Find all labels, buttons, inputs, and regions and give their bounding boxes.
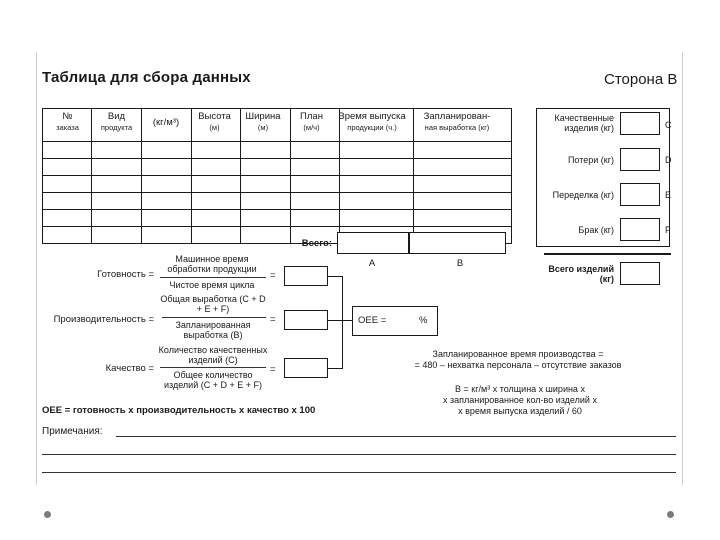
col-header-height: Высота (м) (198, 111, 231, 132)
quality-total-box[interactable] (620, 262, 660, 285)
table-cell[interactable] (92, 176, 142, 193)
table-row (43, 159, 512, 176)
col-header-release-time: Время выпуска продукции (ч.) (338, 111, 406, 132)
availability-denominator: Чистое время цикла (169, 280, 255, 290)
table-cell[interactable] (43, 210, 92, 227)
b-formula-line-3: x время выпуска изделий / 60 (458, 406, 582, 416)
quality-defect-box[interactable] (620, 218, 660, 241)
table-cell[interactable] (241, 142, 291, 159)
quality-defect-letter: F (665, 225, 671, 235)
col-header-product: Вид продукта (100, 111, 133, 132)
table-cell[interactable] (414, 176, 512, 193)
b-formula-line-1: B = кг/м³ x толщина x ширина x (455, 384, 585, 394)
remarks-line-2[interactable] (42, 454, 676, 455)
total-column-b-letter: B (456, 258, 464, 269)
bracket-top-arm (328, 276, 342, 277)
side-label: Сторона B (604, 71, 678, 88)
quality-defect-label: Брак (кг) (578, 225, 614, 235)
table-cell[interactable] (340, 142, 414, 159)
col-header-density: (кг/м³) (152, 117, 180, 128)
table-cell[interactable] (142, 142, 192, 159)
quality-rework-letter: E (665, 190, 672, 200)
performance-denominator: Запланированная выработка (B) (175, 320, 251, 340)
table-cell[interactable] (192, 142, 241, 159)
table-cell[interactable] (43, 142, 92, 159)
header-cell (241, 109, 291, 142)
quality-total-label: Всего изделий (кг) (548, 264, 614, 284)
quality-fraction-bar (160, 367, 266, 368)
table-cell[interactable] (340, 176, 414, 193)
table-cell[interactable] (192, 227, 241, 244)
table-cell[interactable] (241, 193, 291, 210)
header-cell (414, 109, 512, 142)
table-cell[interactable] (340, 210, 414, 227)
table-cell[interactable] (92, 159, 142, 176)
bracket-spine (342, 276, 343, 369)
table-cell[interactable] (414, 193, 512, 210)
table-cell[interactable] (43, 193, 92, 210)
quality-rework-label: Переделка (кг) (552, 190, 614, 200)
quality-good-letter: C (665, 120, 672, 130)
availability-equals: = (270, 270, 276, 281)
quality-loss-label: Потери (кг) (567, 155, 614, 165)
quality-loss-letter: D (665, 155, 672, 165)
b-formula-line-2: x запланированное кол-во изделий x (443, 395, 597, 405)
table-cell[interactable] (142, 176, 192, 193)
bracket-middle-arm (328, 320, 342, 321)
table-cell[interactable] (43, 176, 92, 193)
table-cell[interactable] (92, 193, 142, 210)
availability-label: Готовность = (97, 269, 154, 280)
total-label: Всего: (301, 238, 332, 249)
table-cell[interactable] (291, 193, 340, 210)
header-cell (192, 109, 241, 142)
total-box-b[interactable] (409, 232, 506, 254)
header-cell (43, 109, 92, 142)
table-cell[interactable] (192, 210, 241, 227)
quality-denominator: Общее количество изделий (C + D + E + F) (164, 370, 262, 390)
quality-label: Качество = (105, 363, 154, 374)
table-cell[interactable] (142, 193, 192, 210)
remarks-label: Примечания: (42, 426, 103, 437)
table-cell[interactable] (414, 142, 512, 159)
table-row (43, 210, 512, 227)
table-cell[interactable] (291, 159, 340, 176)
corner-dot-right (667, 511, 674, 518)
oee-definition: OEE = готовность x производительность x качество x 100 (42, 405, 316, 416)
header-cell (92, 109, 142, 142)
col-header-plan: План (м/ч) (300, 111, 323, 132)
table-cell[interactable] (192, 159, 241, 176)
quality-good-box[interactable] (620, 112, 660, 135)
total-box-a[interactable] (337, 232, 409, 254)
remarks-line-1[interactable] (116, 436, 676, 437)
quality-equals: = (270, 364, 276, 375)
availability-fraction-bar (160, 277, 266, 278)
performance-label: Производительность = (53, 314, 154, 325)
col-header-order: № заказа (56, 111, 79, 132)
data-grid (42, 108, 512, 244)
table-cell[interactable] (291, 142, 340, 159)
bracket-bottom-arm (328, 368, 342, 369)
quality-panel-top-border (536, 108, 670, 109)
table-cell[interactable] (340, 193, 414, 210)
quality-good-label: Качественные изделия (кг) (554, 113, 614, 133)
table-cell[interactable] (414, 159, 512, 176)
table-row (43, 176, 512, 193)
frame-left-line (36, 52, 37, 485)
header-cell (340, 109, 414, 142)
table-cell[interactable] (414, 210, 512, 227)
form-title: Таблица для сбора данных (42, 69, 251, 86)
performance-fraction-bar (162, 317, 266, 318)
planned-time-line-2: = 480 – нехватка персонала – отсутствие заказов (414, 360, 622, 370)
quality-panel-bottom-border (536, 246, 670, 247)
performance-result-box[interactable] (284, 310, 328, 330)
header-cell (142, 109, 192, 142)
availability-result-box[interactable] (284, 266, 328, 286)
table-cell[interactable] (142, 210, 192, 227)
quality-panel-separator (544, 253, 671, 255)
table-cell[interactable] (241, 159, 291, 176)
table-row (43, 193, 512, 210)
table-cell[interactable] (92, 142, 142, 159)
col-header-planned-output: Запланирован- ная выработка (кг) (423, 111, 491, 132)
table-row (43, 142, 512, 159)
table-cell[interactable] (241, 210, 291, 227)
table-cell[interactable] (43, 227, 92, 244)
table-cell[interactable] (92, 227, 142, 244)
oee-percent-sign: % (419, 315, 428, 326)
header-row (43, 109, 512, 142)
col-header-width: Ширина (м) (245, 111, 281, 132)
table-cell[interactable] (241, 176, 291, 193)
performance-numerator: Общая выработка (C + D + E + F) (160, 294, 266, 314)
table-cell[interactable] (340, 159, 414, 176)
frame-right-line (682, 52, 683, 485)
table-cell[interactable] (291, 176, 340, 193)
table-cell[interactable] (291, 210, 340, 227)
quality-rework-box[interactable] (620, 183, 660, 206)
table-cell[interactable] (43, 159, 92, 176)
table-cell[interactable] (142, 159, 192, 176)
quality-numerator: Количество качественных изделий (C) (158, 345, 268, 365)
bracket-output-arm (342, 320, 352, 321)
total-column-a-letter: A (368, 258, 376, 269)
oee-label: OEE = (358, 315, 387, 326)
table-cell[interactable] (92, 210, 142, 227)
planned-time-line-1: Запланированное время производства = (432, 349, 604, 359)
quality-result-box[interactable] (284, 358, 328, 378)
remarks-line-3[interactable] (42, 472, 676, 473)
quality-loss-box[interactable] (620, 148, 660, 171)
header-cell (291, 109, 340, 142)
quality-panel-left-border (536, 108, 537, 246)
availability-numerator: Машинное время обработки продукции (167, 254, 257, 274)
table-cell[interactable] (142, 227, 192, 244)
performance-equals: = (270, 314, 276, 325)
corner-dot-left (44, 511, 51, 518)
table-cell[interactable] (192, 176, 241, 193)
table-cell[interactable] (192, 193, 241, 210)
